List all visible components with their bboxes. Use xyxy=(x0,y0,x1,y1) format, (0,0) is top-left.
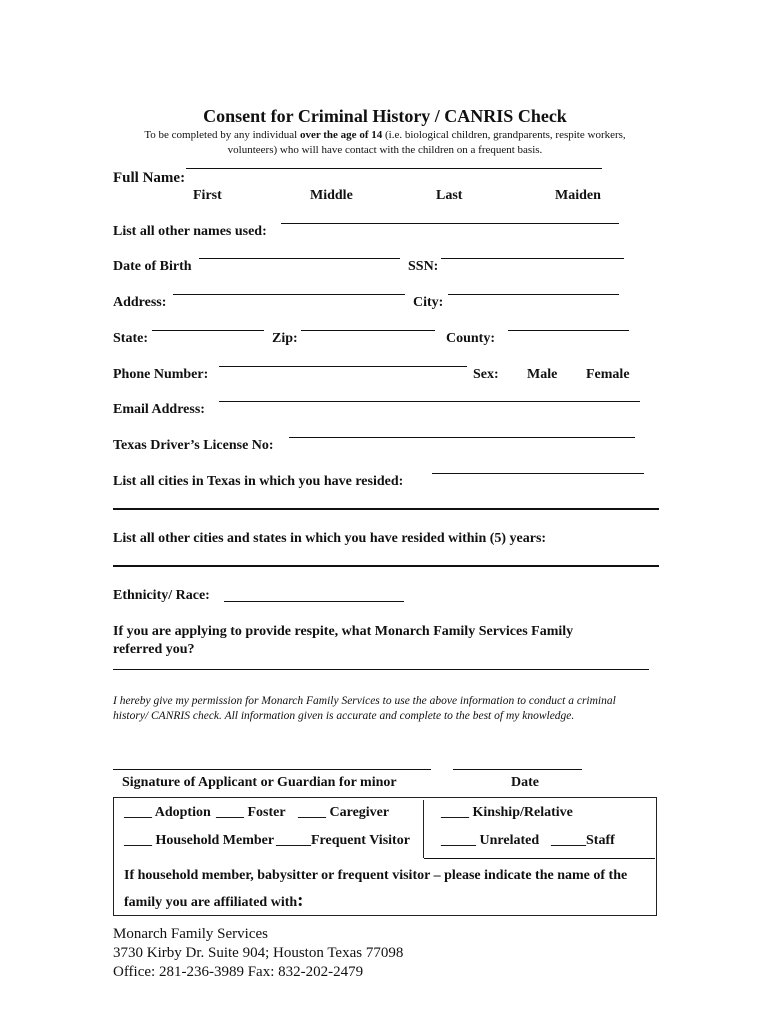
first-name-caption: First xyxy=(193,188,222,203)
affiliation-staff[interactable]: _____Staff xyxy=(551,833,615,848)
full-name-input-line[interactable] xyxy=(186,168,602,169)
ethnicity-input-line[interactable] xyxy=(224,601,404,602)
date-label: Date xyxy=(511,775,539,790)
zip-input-line[interactable] xyxy=(301,330,435,331)
consent-statement: I hereby give my permission for Monarch Family Services to use the above information to conduct a criminal history/ CANRIS check. All information given is accurate and complete to the best of my knowledge. xyxy=(113,695,616,722)
affiliation-section-rule xyxy=(424,858,655,859)
date-input-line[interactable] xyxy=(453,769,582,770)
city-label: City: xyxy=(413,295,444,310)
state-label: State: xyxy=(113,331,148,346)
texas-cities-input-line-2[interactable] xyxy=(113,508,659,510)
footer-address: 3730 Kirby Dr. Suite 904; Houston Texas 77098 xyxy=(113,945,404,961)
affiliation-unrelated[interactable]: _____ Unrelated xyxy=(441,833,540,848)
phone-input-line[interactable] xyxy=(219,366,467,367)
affiliation-foster[interactable]: ____ Foster xyxy=(216,805,286,820)
sex-label: Sex: xyxy=(473,367,499,382)
other-names-input-line[interactable] xyxy=(281,223,619,224)
ssn-label: SSN: xyxy=(408,259,439,274)
state-input-line[interactable] xyxy=(152,330,264,331)
county-label: County: xyxy=(446,331,496,346)
dob-input-line[interactable] xyxy=(199,258,400,259)
form-title: Consent for Criminal History / CANRIS Check xyxy=(203,106,567,126)
signature-input-line[interactable] xyxy=(113,769,431,770)
address-label: Address: xyxy=(113,295,167,310)
affiliation-frequent-visitor[interactable]: _____Frequent Visitor xyxy=(276,833,410,848)
other-cities-label: List all other cities and states in which you have resided within (5) years: xyxy=(113,531,547,546)
license-label: Texas Driver’s License No: xyxy=(113,438,274,453)
city-input-line[interactable] xyxy=(448,294,619,295)
affiliation-caregiver[interactable]: ____ Caregiver xyxy=(298,805,390,820)
county-input-line[interactable] xyxy=(508,330,629,331)
address-input-line[interactable] xyxy=(173,294,405,295)
affiliation-kinship[interactable]: ____ Kinship/Relative xyxy=(441,805,573,820)
texas-cities-label: List all cities in Texas in which you have resided: xyxy=(113,474,404,489)
signature-label: Signature of Applicant or Guardian for minor xyxy=(122,775,397,790)
dob-label: Date of Birth xyxy=(113,259,192,274)
texas-cities-input-line[interactable] xyxy=(432,473,644,474)
license-input-line[interactable] xyxy=(289,437,635,438)
affiliation-note-line1: If household member, babysitter or frequent visitor – please indicate the name of the xyxy=(124,868,628,883)
footer-phone-fax: Office: 281-236-3989 Fax: 832-202-2479 xyxy=(113,964,364,980)
other-names-label: List all other names used: xyxy=(113,224,267,239)
last-name-caption: Last xyxy=(436,188,463,203)
respite-question-line2: referred you? xyxy=(113,642,195,657)
respite-question-line1: If you are applying to provide respite, what Monarch Family Services Family xyxy=(113,624,574,639)
middle-name-caption: Middle xyxy=(310,188,353,203)
affiliation-adoption[interactable]: ____ Adoption xyxy=(124,805,211,820)
affiliation-divider xyxy=(423,800,424,858)
sex-option-male[interactable]: Male xyxy=(527,367,558,382)
other-cities-input-line[interactable] xyxy=(113,565,659,567)
ssn-input-line[interactable] xyxy=(441,258,624,259)
form-subtitle-line2: volunteers) who will have contact with the children on a frequent basis. xyxy=(227,144,543,156)
email-input-line[interactable] xyxy=(219,401,640,402)
email-label: Email Address: xyxy=(113,402,205,417)
full-name-label: Full Name: xyxy=(113,170,186,186)
affiliation-note-line2: family you are affiliated with: xyxy=(124,890,304,911)
phone-label: Phone Number: xyxy=(113,367,209,382)
ethnicity-label: Ethnicity/ Race: xyxy=(113,588,210,603)
zip-label: Zip: xyxy=(272,331,298,346)
respite-referral-input-line[interactable] xyxy=(113,669,649,670)
maiden-name-caption: Maiden xyxy=(555,188,601,203)
footer-org-name: Monarch Family Services xyxy=(113,926,268,942)
form-subtitle: To be completed by any individual over the age of 14 (i.e. biological children, grandparents, respite workers, xyxy=(144,129,626,141)
sex-option-female[interactable]: Female xyxy=(586,367,630,382)
affiliation-household-member[interactable]: ____ Household Member xyxy=(124,833,275,848)
